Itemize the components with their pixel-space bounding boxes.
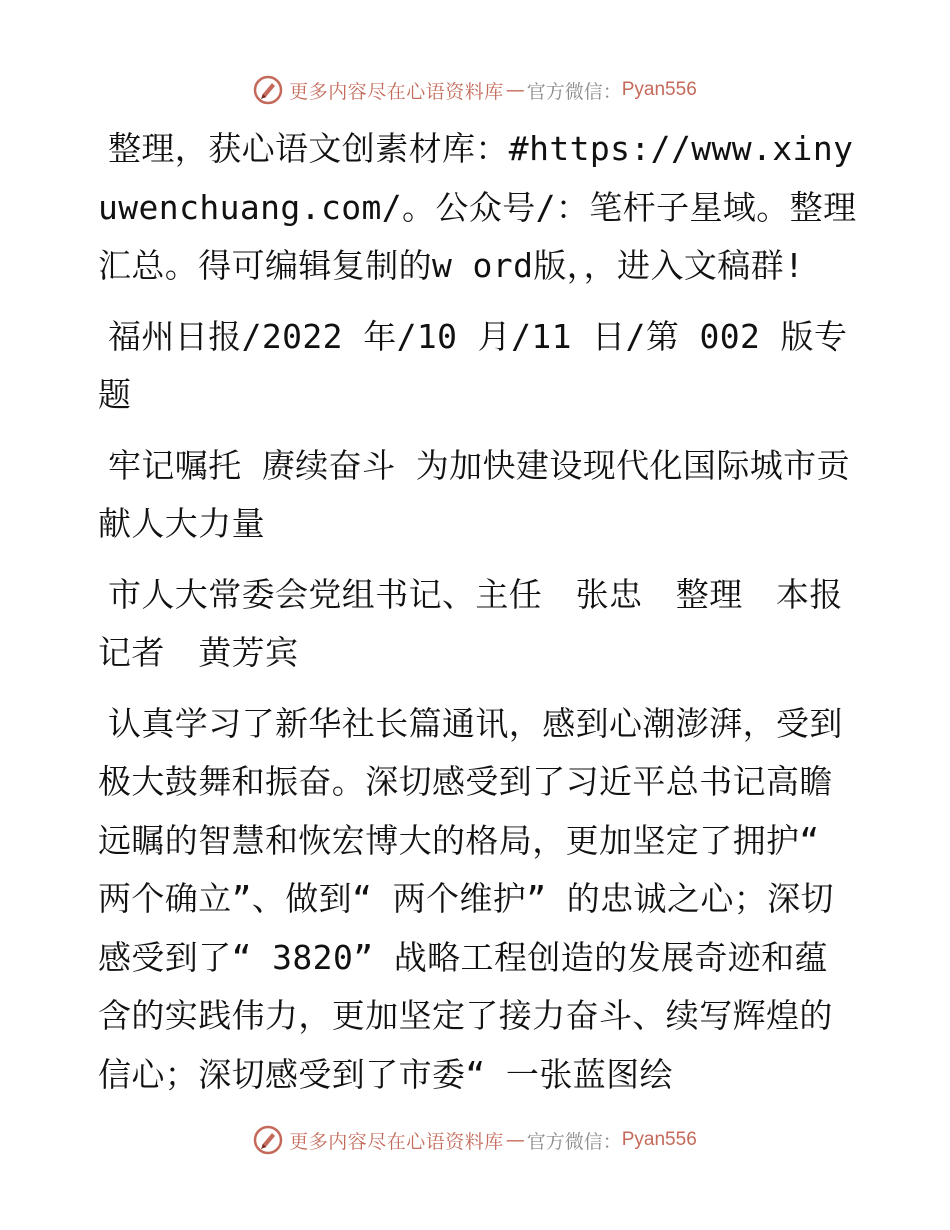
watermark-brand-text: 更多内容尽在心语资料库: [289, 1130, 504, 1153]
watermark-wechat-id: Pyan556: [621, 79, 697, 100]
document-body: [98, 120, 858, 1116]
article-headline: 牢记嘱托 赓续奋斗 为加快建设现代化国际城市贡献人大力量: [98, 445, 850, 543]
intro-paragraph: 整理，获心语文创素材库：#https://www.xinyuwenchuang.com/。公众号/：笔杆子星域。整理汇总。得可编辑复制的w ord版，，进入文稿群!: [98, 129, 857, 285]
watermark-brand-text: 更多内容尽在心语资料库: [289, 80, 504, 103]
watermark-wechat-label: 官方微信：: [526, 80, 622, 103]
notebook-pen-logo-icon: [253, 1125, 283, 1155]
header-watermark: [0, 70, 950, 110]
dateline: 福州日报/2022 年/10 月/11 日/第 002 版专题: [98, 316, 848, 414]
watermark-dash: —: [505, 1129, 525, 1151]
body-paragraph: 认真学习了新华社长篇通讯，感到心潮澎湃，受到极大鼓舞和振奋。深切感受到了习近平总书记高瞻远瞩的智慧和恢宏博大的格局，更加坚定了拥护“ 两个确立”、做到“ 两个维护” 的忠诚之心；深切感受到了“ 3820” 战略工程创造的发展奇迹和蕴含的实践伟力，更加坚定了接力奋斗、续写辉煌的信心；深切感受到了市委“ 一张蓝图绘: [98, 703, 843, 1094]
watermark-wechat-id: Pyan556: [621, 1129, 697, 1150]
byline: 市人大常委会党组书记、主任 张忠 整理 本报记者 黄芳宾: [98, 574, 843, 672]
watermark-wechat-label: 官方微信：: [526, 1130, 622, 1153]
watermark-dash: —: [505, 79, 525, 101]
footer-watermark: [0, 1120, 950, 1160]
notebook-pen-logo-icon: [253, 75, 283, 105]
